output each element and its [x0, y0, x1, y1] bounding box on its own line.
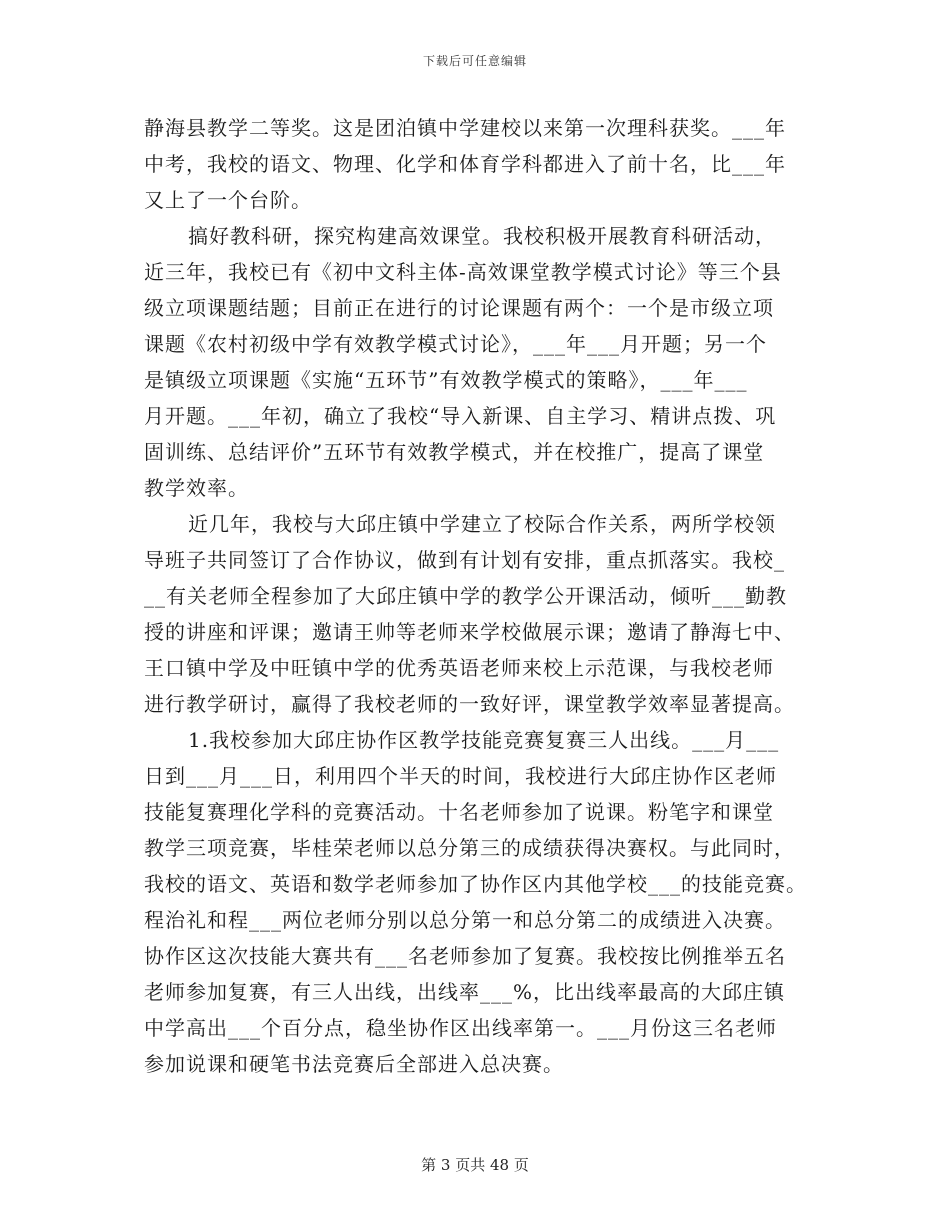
- text-line: 授的讲座和评课；邀请王帅等老师来学校做展示课；邀请了静海七中、: [144, 620, 795, 644]
- document-body: [144, 110, 824, 1082]
- text-line: 固训练、总结评价”五环节有效教学模式，并在校推广，提高了课堂: [144, 440, 765, 464]
- text-line: 技能复赛理化学科的竞赛活动。十名老师参加了说课。粉笔字和课堂: [144, 800, 774, 824]
- text-line: 静海县教学二等奖。这是团泊镇中学建校以来第一次理科获奖。___年: [144, 116, 786, 140]
- text-line: 日到___月___日，利用四个半天的时间，我校进行大邱庄协作区老师: [144, 764, 777, 788]
- paragraph-start-line: 近几年，我校与大邱庄镇中学建立了校际合作关系，两所学校领: [188, 512, 776, 536]
- page-header: 下载后可任意编辑: [422, 54, 527, 68]
- page-footer: 第 3 页共 48 页: [421, 1156, 529, 1174]
- text-line: 教学三项竞赛，毕桂荣老师以总分第三的成绩获得决赛权。与此同时，: [144, 836, 795, 860]
- text-line: 协作区这次技能大赛共有___名老师参加了复赛。我校按比例推举五名: [144, 944, 786, 968]
- text-line: 月开题。___年初，确立了我校“导入新课、自主学习、精讲点拨、巩: [144, 404, 777, 428]
- text-line: 程治礼和程___两位老师分别以总分第一和总分第二的成绩进入决赛。: [144, 908, 786, 932]
- text-line: 导班子共同签订了合作协议，做到有计划有安排，重点抓落实。我校_: [144, 548, 785, 572]
- paragraph-start-line: 1.我校参加大邱庄协作区教学技能竞赛复赛三人出线。___月___: [188, 728, 780, 752]
- text-line: 老师参加复赛，有三人出线，出线率___%，比出线率最高的大邱庄镇: [144, 980, 786, 1004]
- text-line: 参加说课和硬笔书法竞赛后全部进入总决赛。: [144, 1052, 564, 1076]
- text-line: 是镇级立项课题《实施“五环节”有效教学模式的策略》，___年___: [144, 368, 748, 392]
- text-line: 课题《农村初级中学有效教学模式讨论》，___年___月开题；另一个: [144, 332, 767, 356]
- text-line: 教学效率。: [144, 476, 249, 500]
- text-line: 我校的语文、英语和数学老师参加了协作区内其他学校___的技能竞赛。: [144, 872, 807, 896]
- text-line: 进行教学研讨，赢得了我校老师的一致好评，课堂教学效率显著提高。: [144, 692, 795, 716]
- text-line: 中考，我校的语文、物理、化学和体育学科都进入了前十名，比___年: [144, 152, 786, 176]
- text-line: __有关老师全程参加了大邱庄镇中学的教学公开课活动，倾听___勤教: [144, 584, 787, 608]
- text-line: 近三年，我校已有《初中文科主体-高效课堂教学模式讨论》等三个县: [144, 260, 782, 284]
- text-line: 中学高出___个百分点，稳坐协作区出线率第一。___月份这三名老师: [144, 1016, 777, 1040]
- paragraph-start-line: 搞好教科研，探究构建高效课堂。我校积极开展教育科研活动，: [188, 224, 776, 248]
- text-line: 王口镇中学及中旺镇中学的优秀英语老师来校上示范课，与我校老师: [144, 656, 774, 680]
- text-line: 级立项课题结题；目前正在进行的讨论课题有两个：一个是市级立项: [144, 296, 774, 320]
- text-line: 又上了一个台阶。: [144, 188, 312, 212]
